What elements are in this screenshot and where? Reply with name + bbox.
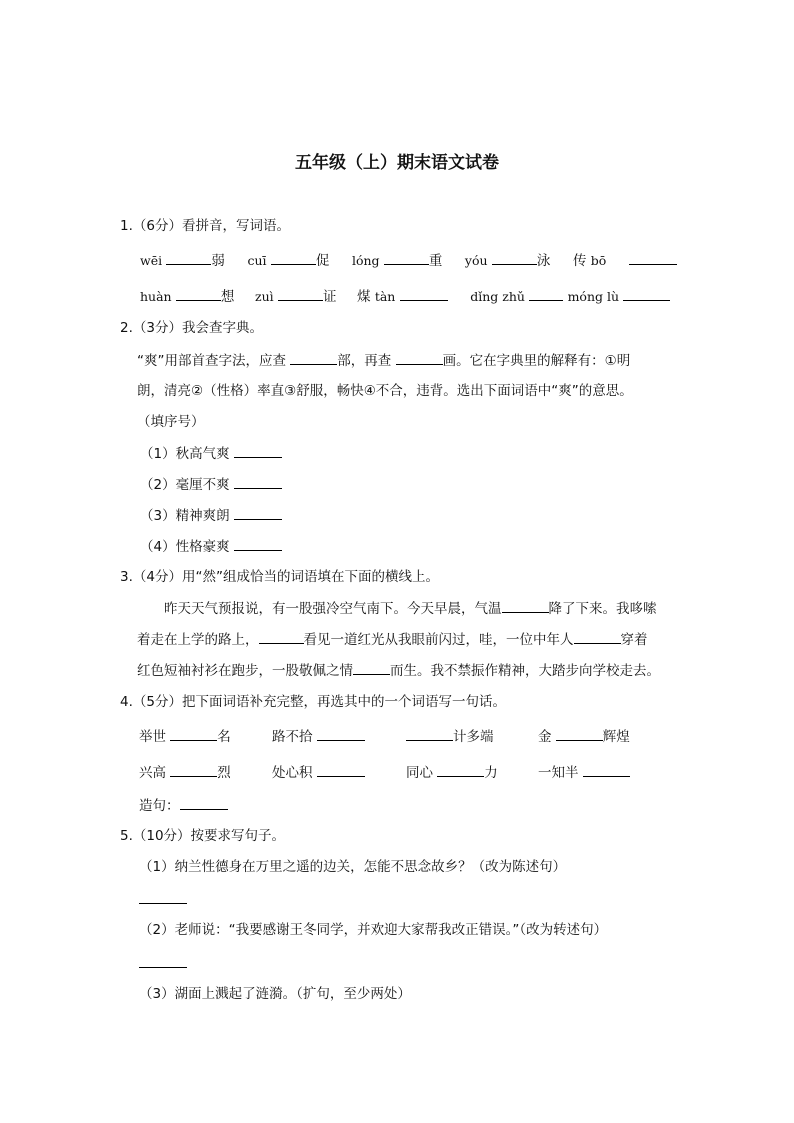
question-2-item [140,505,282,526]
answer-blank[interactable] [180,795,228,810]
idiom-part: 烈 [217,765,231,781]
pinyin-row-1 [140,250,677,271]
item-label: （2）毫厘不爽 [140,477,230,493]
answer-blank[interactable] [234,536,282,551]
text: 部，再查 [337,353,392,369]
hanzi: 重 [428,253,443,269]
answer-blank[interactable] [317,726,365,741]
answer-blank[interactable] [353,660,390,675]
answer-blank[interactable] [139,967,187,968]
answer-blank[interactable] [396,350,443,365]
idiom-row-2 [139,762,231,783]
pinyin: wēi [140,253,163,268]
answer-blank[interactable] [406,726,453,741]
question-2-item [140,536,282,557]
idiom-part: 处心积 [272,765,313,781]
hanzi: 证 [322,289,337,305]
answer-blank[interactable] [623,286,670,301]
text: 红色短袖衬衫在跑步，一股敬佩之情 [137,663,353,679]
answer-blank[interactable] [317,762,365,777]
question-3-line-1 [164,598,657,619]
answer-blank[interactable] [166,250,211,265]
text: 昨天天气预报说，有一股强冷空气南下。今天早晨，气温 [164,601,502,617]
answer-blank[interactable] [271,250,316,265]
text: 着走在上学的路上， [137,632,259,648]
answer-blank[interactable] [574,629,621,644]
item-label: （3）精神爽朗 [140,508,230,524]
question-4-heading: 4.（5分）把下面词语补充完整，再选其中的一个词语写一句话。 [120,694,506,710]
pinyin: zuì [255,289,274,304]
item-label: （4）性格豪爽 [140,539,230,555]
idiom-part: 一知半 [538,765,579,781]
text: 穿着 [620,632,648,648]
idiom-part: 辉煌 [602,729,630,745]
item-label: （1）秋高气爽 [140,446,230,462]
text: 降了下来。我哆嗦 [548,601,657,617]
answer-blank[interactable] [170,762,217,777]
answer-blank[interactable] [234,443,282,458]
pinyin: bō [590,253,607,268]
question-2-item [140,474,282,495]
pinyin: huàn [140,289,172,304]
idiom-row-1 [139,726,231,747]
answer-blank[interactable] [492,250,537,265]
text: 而生。我不禁振作精神，大踏步向学校走去。 [390,663,660,679]
question-5-item-2: （2）老师说：“我要感谢王冬同学，并欢迎大家帮我改正错误。”（改为转述句） [139,922,608,938]
idiom-part: 力 [484,765,498,781]
idiom-part: 兴高 [139,765,166,781]
question-2-line-2: 朗，清亮②（性格）率直③舒服，畅快④不合，违背。选出下面词语中“爽”的意思。 [137,383,633,399]
hanzi: 传 [572,253,587,269]
answer-blank[interactable] [583,762,630,777]
question-2-line-1 [137,350,630,371]
answer-blank[interactable] [502,598,549,613]
pinyin: móng lù [567,289,620,304]
pinyin: cuī [247,253,267,268]
answer-blank[interactable] [629,250,677,265]
hanzi: 促 [315,253,330,269]
answer-blank[interactable] [259,629,304,644]
answer-blank[interactable] [176,286,221,301]
question-5-item-1: （1）纳兰性德身在万里之遥的边关，怎能不思念故乡？（改为陈述句） [139,859,567,875]
text: 看见一道红光从我眼前闪过，哇，一位中年人 [303,632,574,648]
hanzi: 想 [220,289,235,305]
question-2-heading: 2.（3分）我会查字典。 [120,320,263,336]
pinyin: tàn [374,289,396,304]
question-2-line-3: （填序号） [137,414,205,430]
answer-blank[interactable] [384,250,429,265]
idiom-part: 同心 [406,765,433,781]
pinyin-row-2 [140,286,670,307]
answer-blank[interactable] [234,474,282,489]
hanzi: 煤 [357,289,371,305]
sentence-making [139,795,228,816]
idiom-part: 举世 [139,729,166,745]
idiom-part: 名 [217,729,231,745]
pinyin: lóng [351,253,380,268]
answer-blank[interactable] [437,762,484,777]
question-5-item-3: （3）湖面上溅起了涟漪。（扩句，至少两处） [139,986,411,1002]
answer-blank[interactable] [278,286,323,301]
hanzi: 泳 [536,253,551,269]
text: “爽”用部首查字法，应查 [137,353,286,369]
answer-blank[interactable] [234,505,282,520]
answer-blank[interactable] [400,286,448,301]
idiom-part: 路不拾 [272,729,313,745]
idiom-row-2-b [272,762,365,783]
answer-blank[interactable] [556,726,603,741]
answer-blank[interactable] [529,286,563,301]
idiom-part: 计多端 [453,729,494,745]
label: 造句： [139,798,180,814]
idiom-part: 金 [538,729,552,745]
question-3-line-3 [137,660,660,681]
idiom-row-2-d [538,762,630,783]
pinyin: dǐng zhǔ [470,289,525,304]
page-title: 五年级（上）期末语文试卷 [295,153,499,173]
idiom-row-1-b [272,726,365,747]
answer-blank[interactable] [170,726,217,741]
question-1-heading: 1.（6分）看拼音，写词语。 [120,218,290,234]
idiom-row-1-d [538,726,630,747]
question-5-heading: 5.（10分）按要求写句子。 [120,828,286,844]
pinyin: yóu [464,253,488,268]
question-2-item [140,443,282,464]
hanzi: 弱 [211,253,225,269]
idiom-row-2-c [406,762,498,783]
question-3-line-2 [137,629,648,650]
question-3-heading: 3.（4分）用“然”组成恰当的词语填在下面的横线上。 [120,569,439,585]
answer-blank[interactable] [290,350,337,365]
text: 画。它在字典里的解释有：①明 [442,353,631,369]
answer-blank[interactable] [139,903,187,904]
idiom-row-1-c [406,726,494,747]
